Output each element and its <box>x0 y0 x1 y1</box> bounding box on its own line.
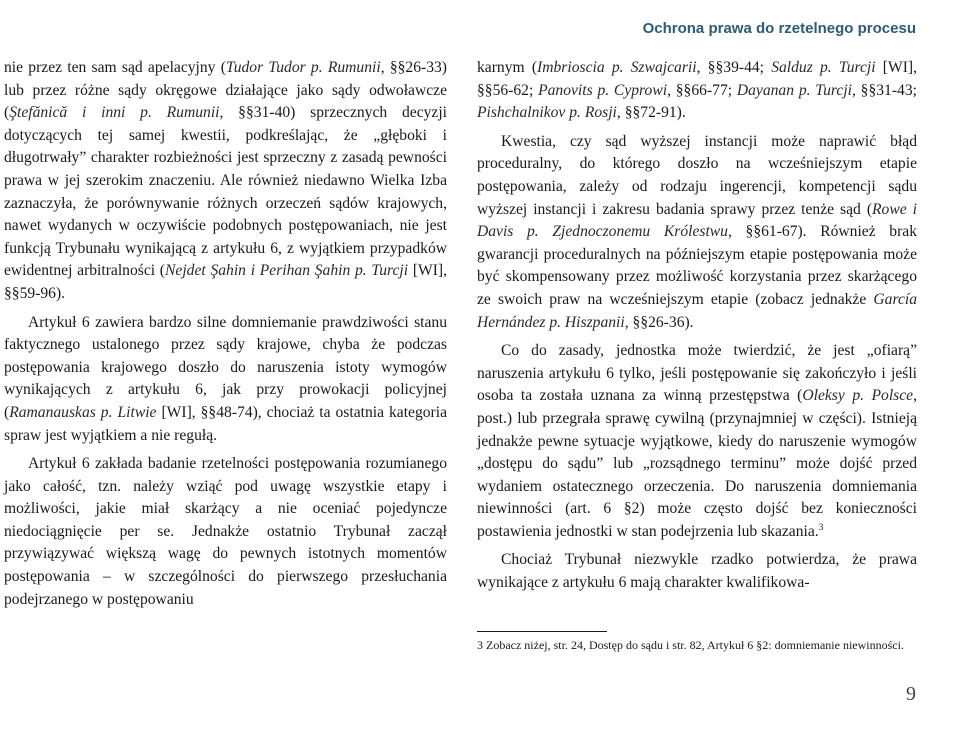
footnote-divider <box>477 631 607 632</box>
text-run: Artykuł 6 zawiera bardzo silne domniemanie prawdziwości stanu faktycznego ustalonego przez sądy krajowe, chyba że podczas postępowania krajowego doszło do naruszenia istoty wymogów wynikających z artykułu 6, jak przy prowokacji policyjnej ( <box>4 313 447 421</box>
text-run: [WI], §§56-62; <box>477 59 917 99</box>
paragraph <box>477 340 917 543</box>
text-run: , §§31-43; <box>851 81 917 99</box>
text-run: , §§61-67). Również brak gwarancji proceduralnych na późniejszym etapie postępowania może być skompensowany przez możliwość korzystania przez skarżącego ze swoich praw na wcześniejszym etapie (zobacz jednakże <box>477 223 917 308</box>
text-run: , §§26-36). <box>624 313 694 331</box>
text-run: , post.) lub przegrała sprawę cywilną (przynajmniej w części). Istnieją jednakże pewne sytuacje wyjątkowe, kiedy do naruszenie wymogów „dostępu do sądu” lub „rozsądnego terminu” może dojść przed wydaniem ostatecznego orzeczenia. Do naruszenia domniemania niewinności (art. 6 §2) może często dojść bez konieczności postawienia jednostki w stan podejrzenia lub skazania. <box>477 387 917 540</box>
running-header: Ochrona prawa do rzetelnego procesu <box>642 20 916 37</box>
case-citation: Panovits p. Cyprowi <box>538 81 668 99</box>
text-run: , §§72-91). <box>616 104 686 122</box>
text-run: Co do zasady, jednostka może twierdzić, że jest „ofiarą” naruszenia artykułu 6 tylko, jeśli postępowanie się zakończyło i jeśli osoba ta została uznana za winną przestępstwa ( <box>477 342 917 405</box>
paragraph: Chociaż Trybunał niezwykle rzadko potwierdza, że prawa wynikające z artykułu 6 mają charakter kwalifikowa- <box>477 551 917 592</box>
case-citation: Salduz p. Turcji <box>771 59 876 76</box>
case-citation: Dayanan p. Turcji <box>736 81 852 99</box>
paragraph <box>477 131 917 334</box>
case-citation: García Hernández p. Hiszpanii <box>477 290 917 331</box>
left-column <box>4 57 447 617</box>
case-citation: Ramanauskas p. Litwie <box>9 403 157 421</box>
right-column <box>477 57 917 601</box>
text-run: , §§39-44; <box>696 59 772 76</box>
case-citation: Ştefănică i inni p. Rumunii <box>9 104 220 122</box>
text-run: karnym ( <box>477 59 538 76</box>
paragraph: Artykuł 6 zakłada badanie rzetelności postępowania rozumianego jako całość, tzn. należy wziąć pod uwagę wszystkie etapy i możliwości, jakie miał skarżący a nie oceniać pojedyncze niedociągnięcie per se. Jednakże ostatnio Trybunał zaczął przywiązywać większą wagę do pewnych istotnych momentów postępowania – w szczególności do pierwszego przesłuchania podejrzanego w postępowaniu <box>4 455 447 608</box>
text-run: nie przez ten sam sąd apelacyjny ( <box>4 59 226 76</box>
paragraph <box>4 312 447 448</box>
case-citation: Rowe i Davis p. Zjednoczonemu Królestwu <box>477 200 917 241</box>
case-citation: Oleksy p. Polsce <box>802 387 914 405</box>
text-run: Kwestia, czy sąd wyższej instancji może naprawić błąd proceduralny, do którego doszło na wcześniejszym etapie postępowania, zależy od rodzaju ingerencji, kompetencji sądu wyższej instancji i zakresu badania sprawy przez tenże sąd ( <box>477 132 917 218</box>
footnote: 3 Zobacz niżej, str. 24, Dostęp do sądu i str. 82, Artykuł 6 §2: domniemanie niewinności. <box>477 638 904 652</box>
case-citation: Tudor Tudor p. Rumunii <box>225 59 381 76</box>
paragraph <box>4 57 447 306</box>
text-run: , §§66-77; <box>667 81 737 99</box>
page-number: 9 <box>906 683 916 705</box>
case-citation: Imbrioscia p. Szwajcarii <box>537 59 697 76</box>
footnote-ref[interactable]: 3 <box>818 522 824 533</box>
case-citation: Pishchalnikov p. Rosji <box>477 104 617 122</box>
text-run: , §§31-40) sprzecznych decyzji dotyczących tej samej kwestii, podkreślając, że „głęboki i długotrwały” charakter rozbieżności jest sprzeczny z zasadą pewności prawa w jej szerokim znaczeniu. Ale również niedawno Wielka Izba zaznaczyła, że porównywanie różnych orzeczeń sądów krajowych, nawet wydanych w oczywiście podobnych postępowaniach, nie jest funkcją Trybunału wynikającą z artykułu 6, z wyjątkiem przypadków ewidentnej arbitralności ( <box>4 104 447 280</box>
text-run: , §§26-33) lub przez różne sądy okręgowe działające jako sądy odwoławcze ( <box>4 59 448 122</box>
paragraph <box>477 57 917 125</box>
case-citation: Nejdet Şahin i Perihan Şahin p. Turcji <box>165 262 409 280</box>
text-run: [WI], §§48-74), chociaż ta ostatnia kategoria spraw jest wyjątkiem a nie regułą. <box>4 403 447 444</box>
text-run: [WI], §§59-96). <box>4 262 448 302</box>
